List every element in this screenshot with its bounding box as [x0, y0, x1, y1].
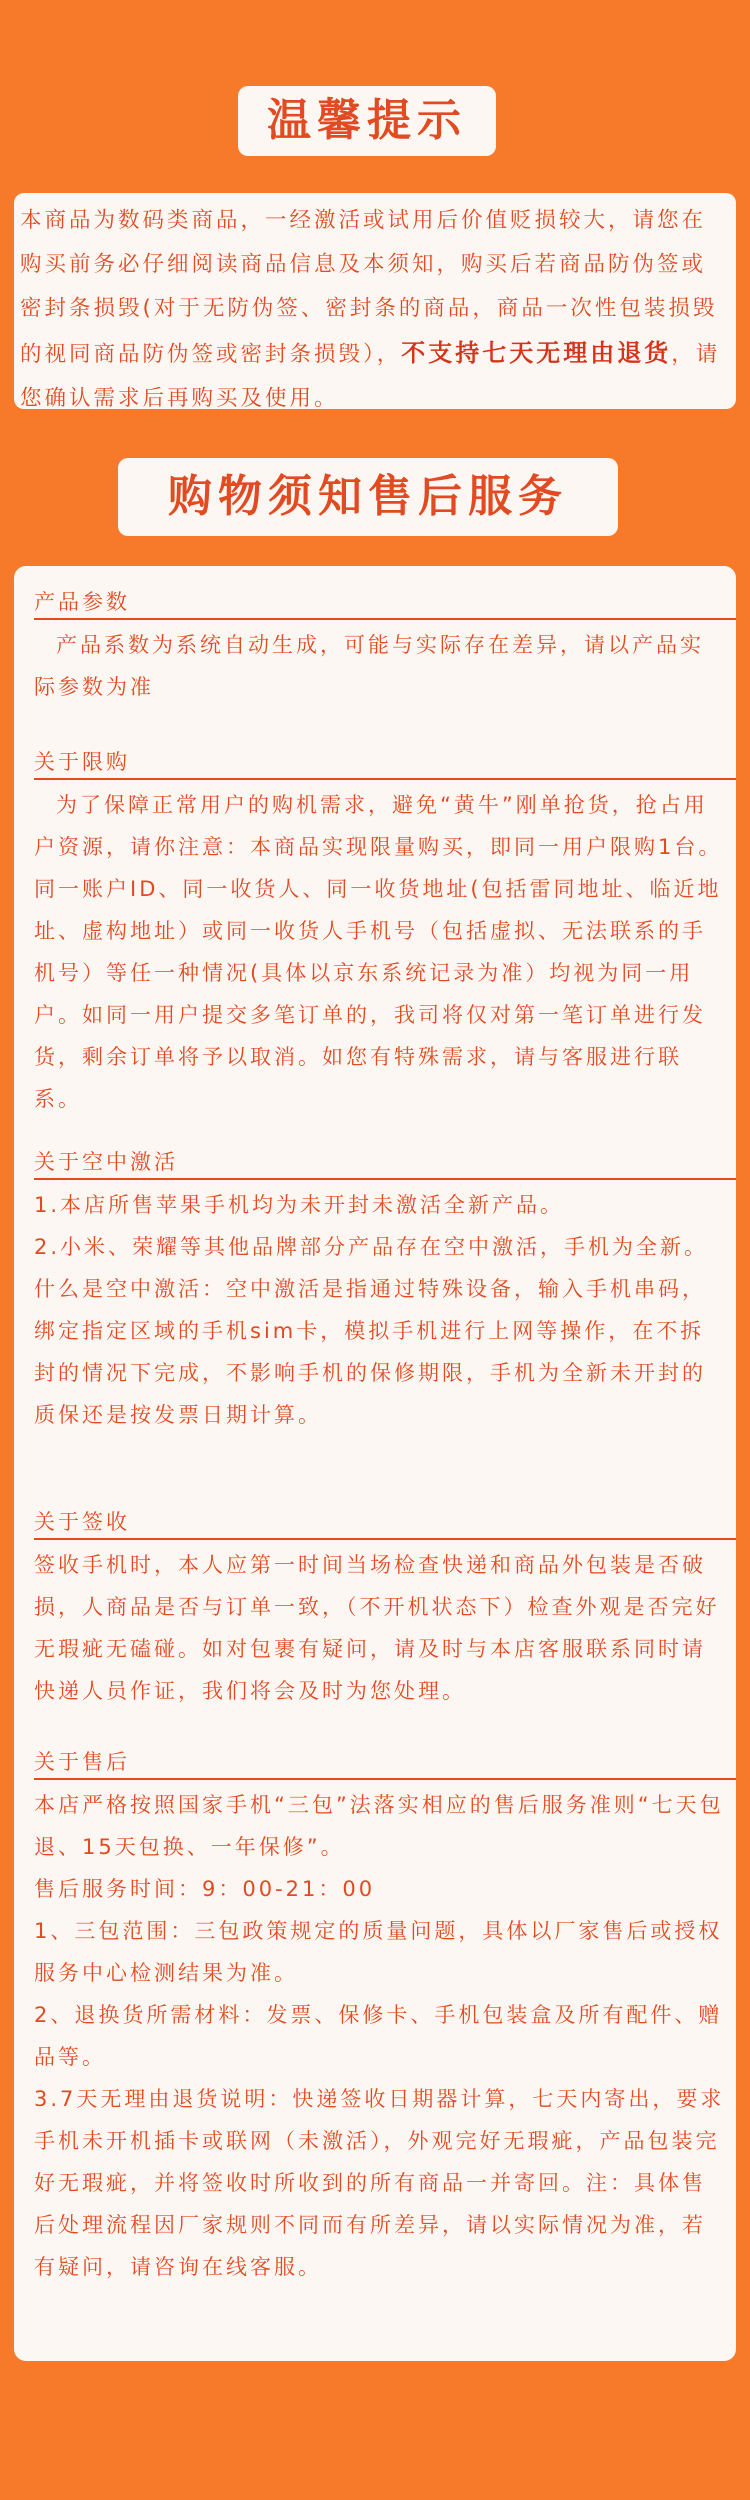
section-title: 关于限购 — [34, 746, 736, 780]
section-air-activation — [34, 1146, 726, 1436]
section-product-params — [34, 586, 726, 708]
section-paragraph: 产品系数为系统自动生成，可能与实际存在差异，请以产品实际参数为准 — [34, 633, 704, 699]
section-purchase-limit — [34, 746, 726, 1120]
section-paragraph: 1、三包范围：三包政策规定的质量问题，具体以厂家售后或授权服务中心检测结果为准。 — [34, 1919, 723, 1985]
section-paragraph: 什么是空中激活：空中激活是指通过特殊设备，输入手机串码，绑定指定区域的手机sim卡，模拟手机进行上网等操作，在不拆封的情况下完成，不影响手机的保修期限，手机为全新未开封的质保还是按发票日期计算。 — [34, 1277, 706, 1427]
section-paragraph: 为了保障正常用户的购机需求，避免“黄牛”刚单抢货，抢占用户资源，请你注意：本商品实现限量购买，即同一用户限购1台。同一账户ID、同一收货人、同一收货地址(包括雷同地址、临近地址、虚构地址）或同一收货人手机号（包括虚拟、无法联系的手机号）等任一种情况(具体以京东系统记录为准）均视为同一用户。如同一用户提交多笔订单的，我司将仅对第一笔订单进行发货，剩余订单将予以取消。如您有特殊需求，请与客服进行联系。 — [34, 793, 723, 1111]
info-panel — [14, 566, 736, 2361]
section-title: 产品参数 — [34, 586, 736, 620]
section-paragraph: 售后服务时间：9：00-21：00 — [34, 1877, 376, 1901]
section-paragraph: 签收手机时，本人应第一时间当场检查快递和商品外包装是否破损，人商品是否与订单一致，（不开机状态下）检查外观是否完好无瑕疵无磕碰。如对包裹有疑问，请及时与本店客服联系同时请快递人员作证，我们将会及时为您处理。 — [34, 1553, 720, 1703]
section-title: 关于空中激活 — [34, 1146, 736, 1180]
no-return-warning: 不支持七天无理由退货 — [401, 339, 672, 367]
section-paragraph: 2、退换货所需材料：发票、保修卡、手机包装盒及所有配件、赠品等。 — [34, 2003, 723, 2069]
section-signing — [34, 1506, 726, 1712]
section-paragraph: 1.本店所售苹果手机均为未开封未激活全新产品。 — [34, 1193, 565, 1217]
section-title: 关于签收 — [34, 1506, 736, 1540]
section-after-sales — [34, 1746, 726, 2288]
service-title: 购物须知售后服务 — [118, 458, 618, 536]
notice-text: 本商品为数码类商品，一经激活或试用后价值贬损较大，请您在购买前务必仔细阅读商品信息及本须知，购买后若商品防伪签或密封条损毁(对于无防伪签、密封条的商品，商品一次性包装损毁的视同商品防伪签或密封条损毁）， — [20, 208, 718, 367]
notice-box — [14, 193, 736, 409]
section-title: 关于售后 — [34, 1746, 736, 1780]
notice-title: 温馨提示 — [238, 86, 496, 156]
notice-suffix: ，请您确认需求后再购买及使用。 — [20, 342, 721, 411]
section-paragraph: 本店严格按照国家手机“三包”法落实相应的售后服务准则“七天包退、15天包换、一年保修”。 — [34, 1793, 724, 1859]
section-paragraph: 2.小米、荣耀等其他品牌部分产品存在空中激活，手机为全新。 — [34, 1235, 709, 1259]
section-paragraph: 3.7天无理由退货说明：快递签收日期器计算，七天内寄出，要求手机未开机插卡或联网（未激活），外观完好无瑕疵，产品包装完好无瑕疵，并将签收时所收到的所有商品一并寄回。注：具体售后处理流程因厂家规则不同而有所差异，请以实际情况为准，若有疑问，请咨询在线客服。 — [34, 2087, 725, 2279]
